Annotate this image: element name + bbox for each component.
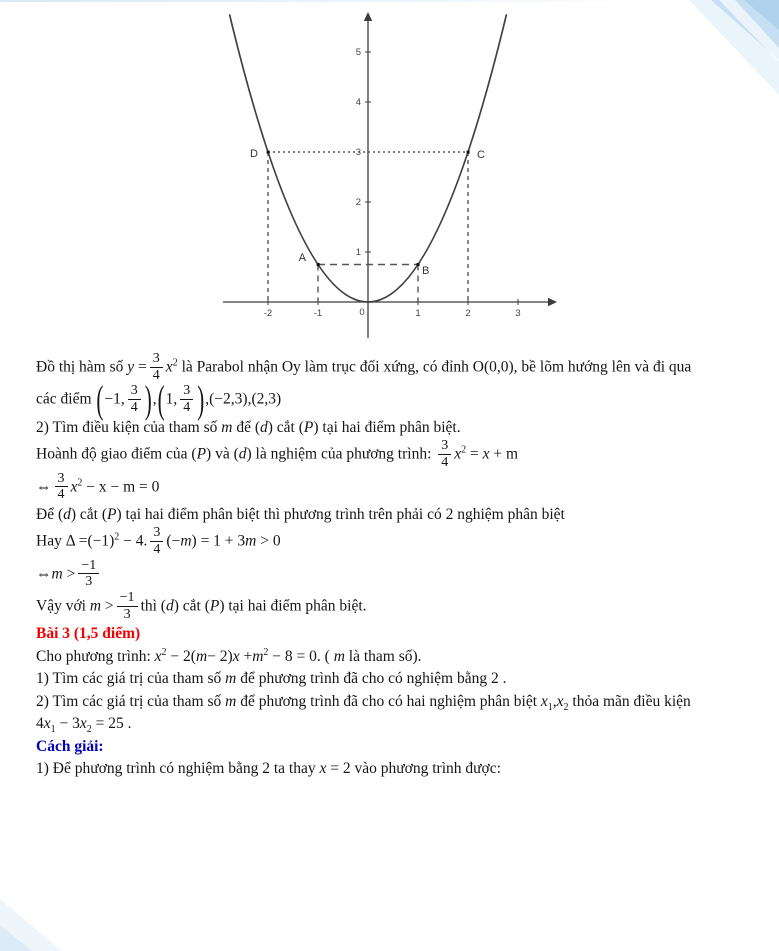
big-paren-open: (: [157, 377, 165, 422]
text-run: 2) Tìm các giá trị của tham số: [36, 692, 222, 710]
paragraph-equation-equiv: [36, 472, 751, 504]
point-label-C: C: [477, 149, 485, 161]
point-label-D: D: [250, 148, 258, 160]
math-token: = 1 + 3: [200, 533, 246, 551]
math-token: m: [225, 670, 237, 688]
math-token: x: [319, 760, 327, 778]
point-A: [317, 263, 320, 266]
delta-symbol: Δ: [65, 533, 75, 551]
x-tick-label: 0: [359, 307, 365, 318]
big-paren-close: ): [144, 377, 152, 422]
paragraph-solution-1: [36, 758, 751, 780]
text-run: Vậy với: [36, 597, 86, 615]
math-token: − 3: [59, 715, 80, 733]
text-run: ) tại hai điểm phân biệt thì phương trình trên phải có 2 nghiệm phân biệt: [116, 505, 565, 523]
fraction-3-4: $\frac{3}{4}$: [180, 383, 193, 415]
math-token: 2: [86, 724, 92, 736]
big-paren-close: ): [197, 377, 205, 422]
math-token: y: [127, 358, 135, 376]
text-run: thỏa mãn điều kiện: [572, 692, 691, 710]
math-token: x: [165, 358, 173, 376]
math-token: d: [165, 597, 174, 615]
math-token: − 2): [207, 647, 233, 665]
point-label-A: A: [298, 252, 306, 264]
text-run: ) cắt (: [70, 505, 108, 523]
y-tick-label: 3: [355, 147, 361, 158]
fraction-3-4: $\frac{3}{4}$: [55, 471, 68, 503]
math-token: 2: [263, 646, 269, 658]
text-run: để (: [236, 418, 260, 436]
math-token: 2: [563, 701, 569, 713]
fraction-3-4: $\frac{3}{4}$: [150, 351, 163, 383]
text-run: để phương trình đã cho có hai nghiệm phân biệt: [240, 692, 538, 710]
text-run: Để (: [36, 505, 64, 523]
math-token: P: [209, 597, 220, 615]
text-run: 1) Để phương trình có nghiệm bằng 2 ta thay: [36, 760, 316, 778]
text-run: ) tại hai điểm phân biệt.: [313, 418, 461, 436]
math-token: ,(−2,3),(2,3): [205, 391, 282, 409]
y-axis-arrow-icon: [364, 12, 372, 21]
math-token: = 2: [330, 760, 351, 778]
corner-decoration-top-right: [659, 0, 779, 130]
paragraph-delta: [36, 526, 751, 558]
y-tick-label: 4: [355, 97, 361, 108]
y-tick-label: 1: [355, 247, 361, 258]
math-token: −1,: [104, 391, 125, 409]
y-tick-label: 2: [355, 197, 361, 208]
heading-cach-giai: Cách giải:: [36, 737, 104, 755]
math-token: x: [232, 647, 240, 665]
math-token: =: [470, 445, 479, 463]
math-token: 2: [161, 646, 167, 658]
x-tick-label: -2: [263, 308, 273, 319]
math-token: m: [221, 418, 233, 436]
x-tick-label: 1: [415, 308, 421, 319]
math-token: 2: [461, 444, 467, 456]
text-run: là tham số).: [348, 647, 422, 665]
x-tick-label: -1: [313, 308, 323, 319]
parabola-graph: [218, 2, 566, 350]
math-token: m: [252, 647, 264, 665]
fraction-neg1-3: $\frac{-1}{3}$: [78, 558, 99, 590]
math-token: >: [66, 565, 76, 583]
math-token: (−1): [87, 533, 115, 551]
y-tick-label: 5: [355, 47, 361, 58]
math-token: m: [195, 647, 208, 665]
heading-bai-3: Bài 3 (1,5 điểm): [36, 625, 141, 643]
math-token: 2: [77, 477, 83, 489]
document-body: [0, 352, 779, 781]
math-token: 2: [172, 357, 178, 369]
text-run: 2) Tìm điều kiện của tham số: [36, 418, 218, 436]
paragraph-question-3-1: [36, 668, 751, 690]
text-run: Cho phương trình:: [36, 647, 151, 665]
paragraph-constraint-equation: [36, 713, 751, 735]
math-token: ,: [552, 692, 557, 710]
math-token: d: [63, 505, 71, 523]
paragraph-intersection: [36, 439, 751, 471]
math-token: = 25 .: [95, 715, 132, 733]
math-token: m: [89, 597, 102, 615]
math-token: m: [333, 647, 345, 665]
math-token: − 4.: [123, 533, 148, 551]
paragraph-conclusion: [36, 591, 751, 623]
math-token: 1: [50, 724, 56, 736]
text-run: Đồ thị hàm số: [36, 358, 124, 376]
point-label-B: B: [422, 265, 430, 277]
text-run: ) và (: [206, 445, 239, 463]
math-token: 4: [36, 715, 44, 733]
math-token: x: [556, 692, 564, 710]
iff-symbol: ⇔: [36, 565, 52, 583]
paragraph-question-2: [36, 417, 751, 439]
math-token: m: [245, 533, 257, 551]
fraction-3-4: $\frac{3}{4}$: [438, 438, 451, 470]
text-run: ) cắt (: [267, 418, 304, 436]
text-run: Hoành độ giao điểm của (: [36, 445, 197, 463]
text-run: 1) Tìm các giá trị của tham số: [36, 670, 222, 688]
math-token: P: [196, 445, 207, 463]
fraction-3-4: $\frac{3}{4}$: [150, 525, 163, 557]
paragraph-condition: [36, 504, 751, 526]
corner-decoration-bottom-left: [0, 871, 130, 951]
math-token: +: [243, 647, 253, 665]
math-token: − 8 = 0: [272, 647, 317, 665]
math-token: x: [540, 692, 548, 710]
math-token: x: [70, 478, 78, 496]
math-token: x: [79, 715, 87, 733]
math-token: (−: [166, 533, 181, 551]
x-axis-arrow-icon: [548, 298, 557, 306]
math-token: x: [154, 647, 162, 665]
text-run: để phương trình đã cho có nghiệm bằng 2 .: [240, 670, 507, 688]
x-tick-label: 2: [465, 308, 471, 319]
fraction-3-4: $\frac{3}{4}$: [128, 383, 141, 415]
paragraph-points-list: [36, 377, 751, 422]
math-token: + m: [493, 445, 519, 463]
text-run: các điểm: [36, 391, 92, 409]
math-token: P: [303, 418, 314, 436]
math-token: m: [225, 692, 237, 710]
math-token: − 2(: [170, 647, 196, 665]
text-run: ) tại hai điểm phân biệt.: [219, 597, 367, 615]
iff-symbol: ⇔: [36, 478, 52, 496]
text-run: là Parabol nhận Oy làm trục đối xứng, có đỉnh O(0,0), bề lõm hướng lên và đi qua: [181, 358, 692, 376]
math-token: 1: [547, 701, 553, 713]
math-token: =: [78, 533, 88, 551]
paragraph-question-3-2: [36, 691, 751, 713]
big-paren-open: (: [96, 377, 104, 422]
math-token: P: [107, 505, 117, 523]
math-token: m: [180, 533, 192, 551]
text-run: Hay: [36, 533, 62, 551]
x-tick-label: 3: [515, 308, 521, 319]
math-token: =: [138, 358, 147, 376]
math-token: d: [260, 418, 268, 436]
math-token: >: [104, 597, 114, 615]
math-token: − x − m = 0: [86, 478, 160, 496]
text-run: ) cắt (: [173, 597, 210, 615]
math-token: 2: [114, 531, 120, 543]
paragraph-m-condition: [36, 559, 751, 591]
text-run: ) là nghiệm của phương trình:: [246, 445, 432, 463]
point-D: [267, 151, 270, 154]
math-token: > 0: [260, 533, 281, 551]
math-token: ,: [152, 391, 157, 409]
math-token: 1,: [165, 391, 178, 409]
text-run: . (: [316, 647, 330, 665]
math-token: x: [454, 445, 462, 463]
paragraph-parabola-description: [36, 352, 751, 384]
paragraph-cho-phuong-trinh: [36, 646, 751, 668]
text-run: thì (: [140, 597, 166, 615]
math-token: x: [482, 445, 490, 463]
point-C: [467, 151, 470, 154]
math-token: m: [51, 565, 63, 583]
fraction-neg1-3: $\frac{-1}{3}$: [117, 590, 138, 622]
math-token: x: [43, 715, 51, 733]
math-token: d: [238, 445, 247, 463]
text-run: vào phương trình được:: [354, 760, 501, 778]
math-token: ): [191, 533, 197, 551]
point-B: [417, 263, 420, 266]
